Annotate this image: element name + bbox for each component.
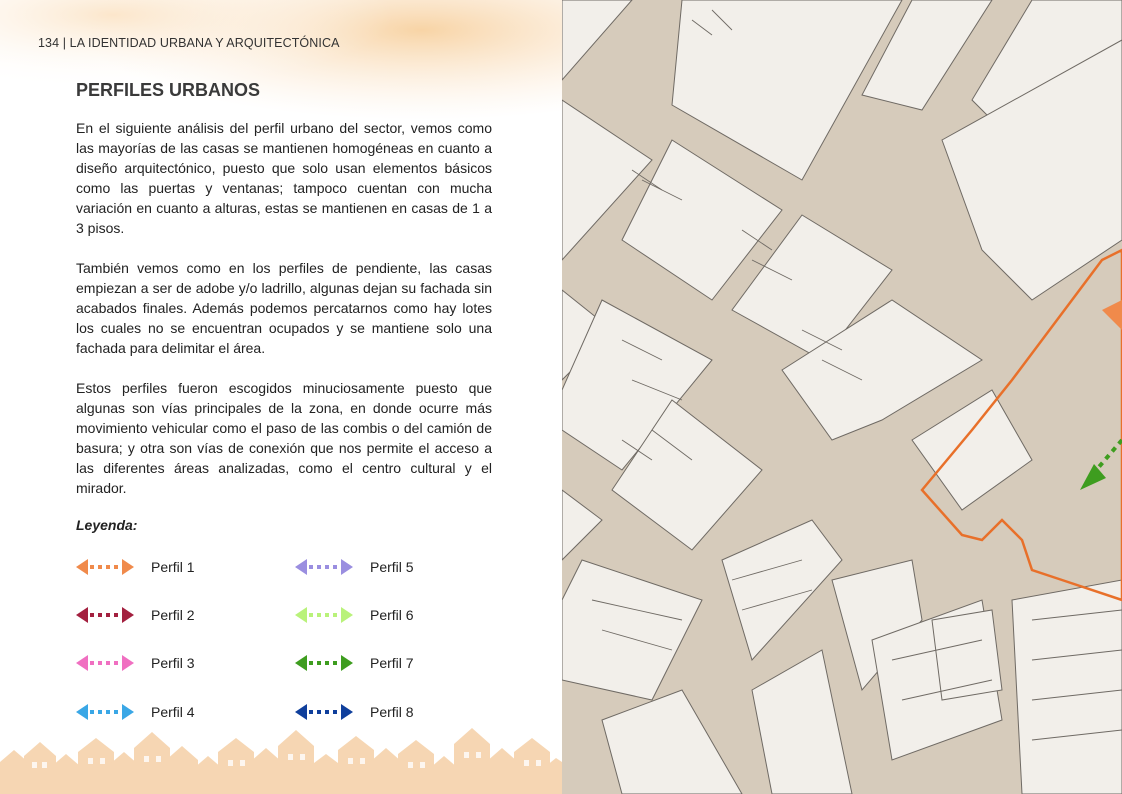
arrow-icon — [76, 702, 134, 722]
arrow-icon — [295, 557, 353, 577]
arrow-head-left — [295, 559, 307, 575]
paragraph-1: En el siguiente análisis del perfil urbano del sector, vemos como las mayorías de las casas se mantienen homogéneas en cuanto a diseño arquitectónico, puesto que solo usan elementos básicos como las puertas y ventanas; tampoco cuentan con mucha variación en cuanto a alturas, estas se mantienen en casas de 1 a 3 pisos. — [76, 120, 492, 236]
arrow-icon — [295, 653, 353, 673]
legend-item-perfil-3 — [76, 652, 195, 674]
section-title: PERFILES URBANOS — [76, 80, 261, 100]
arrow-head-left — [76, 704, 88, 720]
arrow-head-right — [341, 704, 353, 720]
legend-title: Leyenda: — [76, 517, 138, 533]
page-header: 134 | LA IDENTIDAD URBANA Y ARQUITECTÓNICA — [38, 36, 340, 50]
arrow-head-right — [122, 559, 134, 575]
arrow-head-left — [295, 655, 307, 671]
legend-item-perfil-6 — [295, 604, 414, 626]
arrow-head-right — [341, 655, 353, 671]
arrow-head-left — [295, 607, 307, 623]
arrow-head-right — [122, 704, 134, 720]
arrow-head-left — [76, 655, 88, 671]
arrow-icon — [76, 557, 134, 577]
legend-item-perfil-7 — [295, 652, 414, 674]
arrow-icon — [295, 605, 353, 625]
legend-label: Perfil 7 — [370, 655, 414, 671]
legend-label: Perfil 1 — [151, 559, 195, 575]
legend-item-perfil-4 — [76, 701, 195, 723]
arrow-head-right — [122, 655, 134, 671]
legend-item-perfil-1 — [76, 556, 195, 578]
arrow-head-left — [76, 607, 88, 623]
legend-item-perfil-2 — [76, 604, 195, 626]
paragraph-3: Estos perfiles fueron escogidos minuciosamente puesto que algunas son vías principales de la zona, en donde ocurre más movimiento vehicular como el paso de las combis o del camión de basura; y otra son vías de conexión que nos permite el acceso a las diferentes áreas analizadas, como el centro cultural y el mirador. — [76, 380, 492, 496]
paragraph-2: También vemos como en los perfiles de pendiente, las casas empiezan a ser de adobe y/o ladrillo, algunas dejan su fachada sin acabados finales. Además podemos percatarnos como hay lotes los cuales no se encuentran ocupados y se mantiene solo una fachada para delimitar el área. — [76, 260, 492, 356]
arrow-icon — [76, 605, 134, 625]
arrow-head-right — [341, 607, 353, 623]
arrow-head-left — [295, 704, 307, 720]
arrow-head-right — [122, 607, 134, 623]
arrow-icon — [295, 702, 353, 722]
arrow-head-right — [341, 559, 353, 575]
legend-label: Perfil 8 — [370, 704, 414, 720]
legend-label: Perfil 2 — [151, 607, 195, 623]
urban-map — [562, 0, 1122, 794]
legend-label: Perfil 5 — [370, 559, 414, 575]
arrow-head-left — [76, 559, 88, 575]
legend-label: Perfil 4 — [151, 704, 195, 720]
legend-label: Perfil 6 — [370, 607, 414, 623]
skyline-illustration — [0, 722, 562, 794]
arrow-icon — [76, 653, 134, 673]
legend-label: Perfil 3 — [151, 655, 195, 671]
legend-item-perfil-8 — [295, 701, 414, 723]
legend-item-perfil-5 — [295, 556, 414, 578]
map-drawing — [562, 0, 1122, 794]
